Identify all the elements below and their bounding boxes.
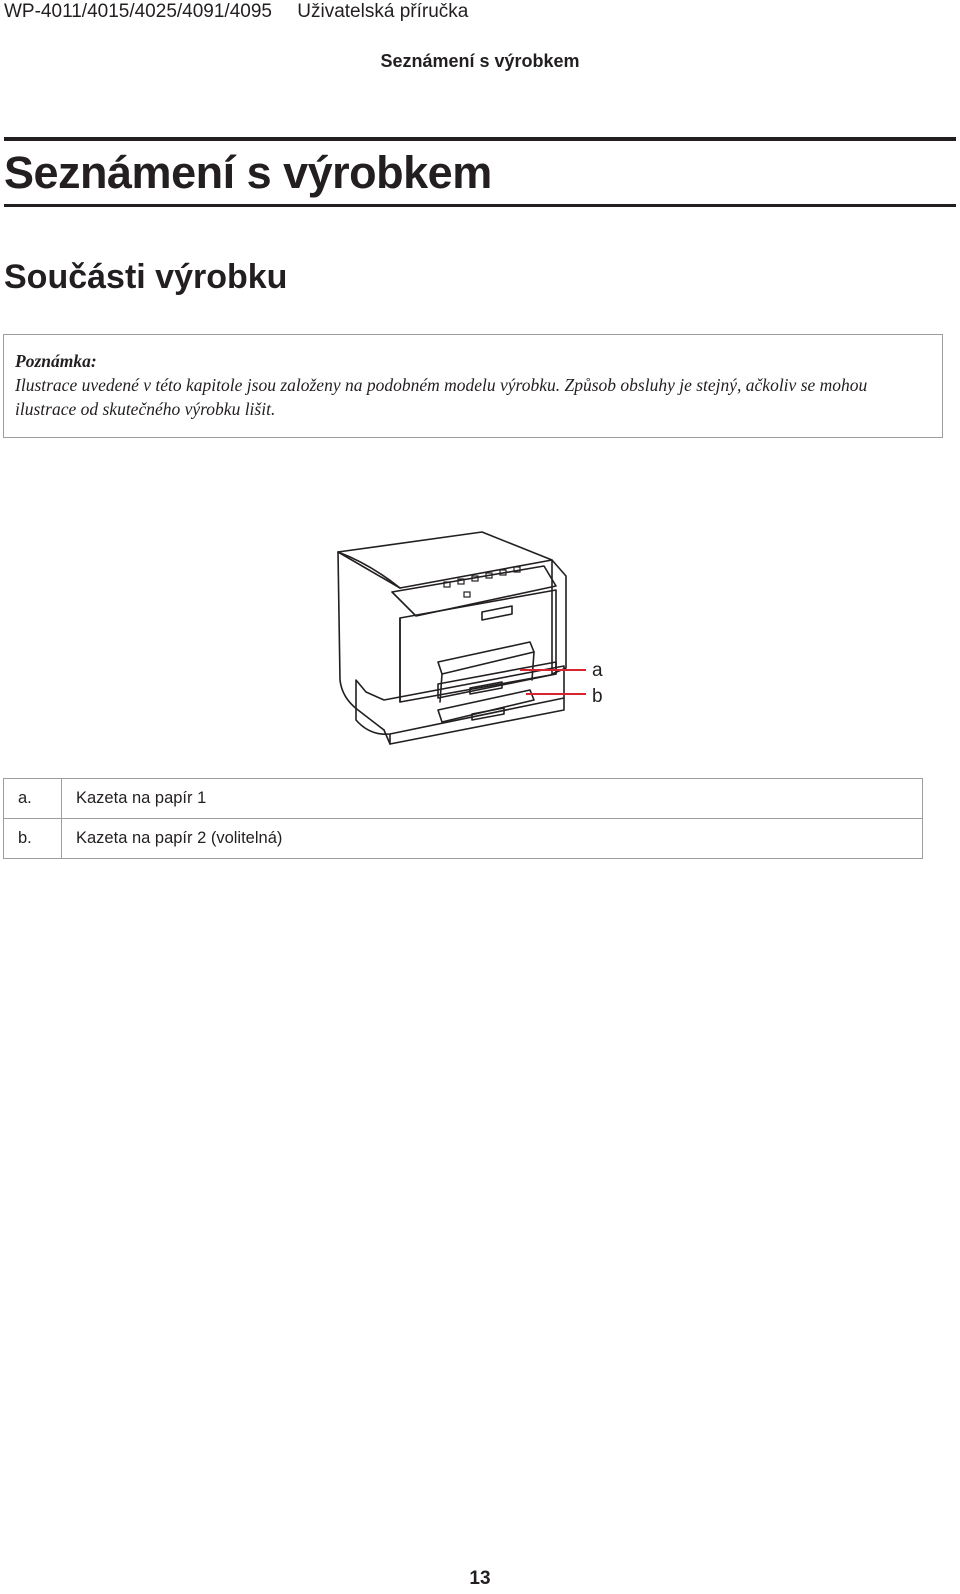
printer-top-surface <box>338 532 552 588</box>
section-header: Seznámení s výrobkem <box>380 51 580 71</box>
callout-label-a: a <box>592 660 603 681</box>
table-row <box>4 779 923 819</box>
note-title: Poznámka: <box>15 351 97 371</box>
front-slot <box>482 606 512 620</box>
chapter-title: Seznámení s výrobkem <box>4 147 492 198</box>
manual-title: Uživatelská příručka <box>297 1 469 22</box>
printer-left-side <box>338 552 384 730</box>
note-text: Ilustrace uvedené v této kapitole jsou založeny na podobném modelu výrobku. Způsob obsluhy je stejný, ačkoliv se mohou ilustrace od skutečného výrobku lišit. <box>15 375 868 419</box>
chapter-rule-top <box>4 137 956 141</box>
running-header <box>4 0 468 24</box>
printer-illustration <box>330 530 650 750</box>
subsection-title: Součásti výrobku <box>4 258 288 296</box>
printer-front <box>400 590 556 702</box>
chapter-rule-bottom <box>4 204 956 207</box>
printer-right-side <box>552 560 566 674</box>
legend-description: Kazeta na papír 2 (volitelná) <box>62 819 923 859</box>
callout-label-b: b <box>592 686 603 707</box>
note-box <box>3 334 943 438</box>
legend-letter: b. <box>4 819 62 859</box>
control-panel <box>392 566 556 616</box>
page-number: 13 <box>469 1568 491 1589</box>
table-row <box>4 819 923 859</box>
legend-letter: a. <box>4 779 62 819</box>
product-models: WP-4011/4015/4025/4091/4095 <box>4 1 272 22</box>
legend-description: Kazeta na papír 1 <box>62 779 923 819</box>
parts-legend-table <box>3 778 923 859</box>
